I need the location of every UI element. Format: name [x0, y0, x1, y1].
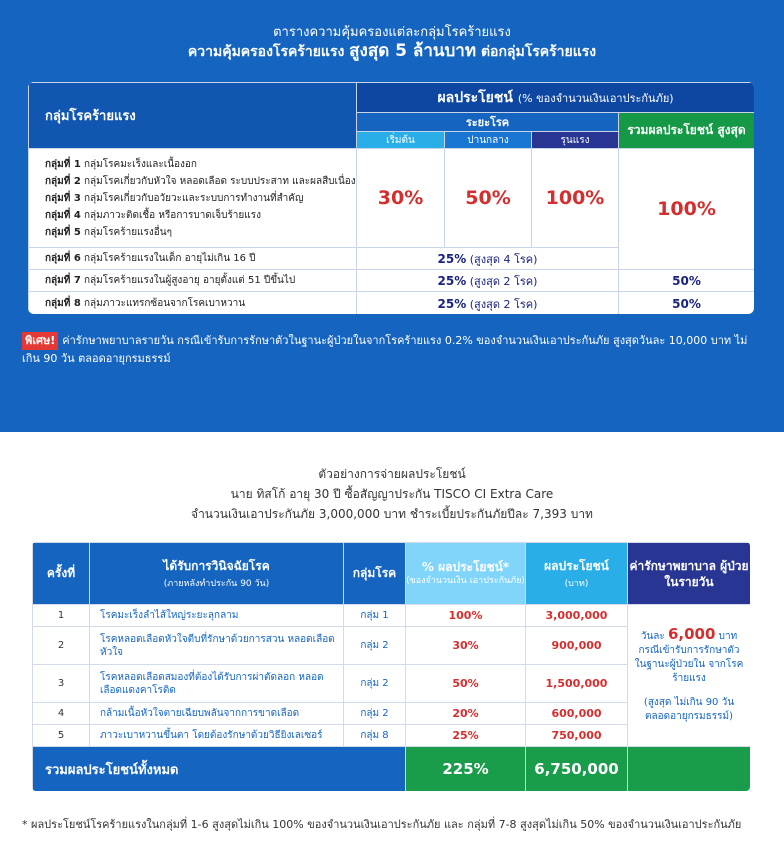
row-group: กลุ่ม 2 [344, 665, 406, 703]
example-heading [0, 464, 784, 524]
groups-1-5-list [29, 149, 357, 248]
row-diagnosis: โรคหลอดเลือดหัวใจตีบที่รักษาด้วยการสวน หลอดเลือดหัวใจ [90, 627, 344, 665]
title-part-c: ต่อกลุ่มโรคร้ายแรง [480, 44, 597, 60]
row-diagnosis: โรคมะเร็งลำไส้ใหญ่ระยะลุกลาม [90, 605, 344, 627]
row-amount: 750,000 [526, 725, 628, 747]
row-diagnosis: กล้ามเนื้อหัวใจตายเฉียบพลันจากการขาดเลือด [90, 703, 344, 725]
group-item: กลุ่มที่ 1 กลุ่มโรคมะเร็งและเนื้องอก [45, 158, 197, 170]
coverage-table [28, 82, 754, 314]
col-pct: % ผลประโยชน์* (ของจำนวนเงิน เอาประกันภัย) [406, 543, 526, 605]
special-text: ค่ารักษาพยาบาลรายวัน กรณีเข้ารับการรักษาตัวในฐานะผู้ป่วยในจากโรคร้ายแรง 0.2% ของจำนวนเงินเอาประกันภัย สูงสุดวันละ 10,000 บาท ไม่เกิน 90 วัน ตลอดอายุกรมธรรม์ [22, 334, 748, 365]
col-no: ครั้งที่ [33, 543, 90, 605]
coverage-title [0, 24, 784, 61]
group-7-total: 50% [619, 270, 755, 292]
col-diagnosis: ได้รับการวินิจฉัยโรค (ภายหลังทำประกัน 90 วัน) [90, 543, 344, 605]
total-pct: 225% [406, 747, 526, 792]
group-8-benefit: 25% (สูงสุด 2 โรค) [357, 292, 619, 315]
row-pct: 20% [406, 703, 526, 725]
benefit-header [357, 83, 755, 113]
coverage-title-line1: ตารางความคุ้มครองแต่ละกลุ่มโรคร้ายแรง [273, 25, 511, 40]
row-no: 2 [33, 627, 90, 665]
total-row [33, 747, 751, 792]
group-header: กลุ่มโรคร้ายแรง [29, 83, 357, 149]
group-8-total: 50% [619, 292, 755, 315]
total-blank [628, 747, 751, 792]
total-amount: 6,750,000 [526, 747, 628, 792]
special-benefit-note [22, 332, 762, 368]
group-item: กลุ่มที่ 3 กลุ่มโรคเกี่ยวกับอวัยวะและระบบการทำงานที่สำคัญ [45, 192, 304, 204]
row-no: 5 [33, 725, 90, 747]
row-pct: 25% [406, 725, 526, 747]
stage-header: ระยะโรค [357, 113, 619, 132]
daily-benefit: วันละ 6,000 บาท กรณีเข้ารับการรักษาตัวในฐานะผู้ป่วยใน จากโรคร้ายแรง (สูงสุด ไม่เกิน 90 วัน ตลอดอายุกรมธรรม์) [628, 605, 751, 747]
coverage-title-line2 [0, 42, 784, 61]
group-item: กลุ่มที่ 4 กลุ่มภาวะติดเชื้อ หรือการบาดเจ็บร้ายแรง [45, 209, 261, 221]
col-daily: ค่ารักษาพยาบาล ผู้ป่วยในรายวัน [628, 543, 751, 605]
stage-severe: รุนแรง [532, 132, 619, 149]
row-pct: 30% [406, 627, 526, 665]
stage-moderate: ปานกลาง [445, 132, 532, 149]
group-6-benefit: 25% (สูงสุด 4 โรค) [357, 248, 619, 270]
group-8-row: กลุ่มที่ 8 กลุ่มภาวะแทรกซ้อนจากโรคเบาหวาน [29, 292, 357, 315]
example-line2: นาย ทิสโก้ อายุ 30 ปี ซื้อสัญญาประกัน TISCO CI Extra Care [230, 487, 554, 501]
example-table-wrap [32, 542, 750, 791]
special-badge: พิเศษ! [22, 332, 58, 350]
pct-total-max: 100% [619, 149, 755, 270]
row-amount: 600,000 [526, 703, 628, 725]
group-6-row: กลุ่มที่ 6 กลุ่มโรคร้ายแรงในเด็ก อายุไม่เกิน 16 ปี [29, 248, 357, 270]
benefit-header-label: ผลประโยชน์ [437, 89, 513, 106]
title-part-a: ความคุ้มครองโรคร้ายแรง [187, 44, 345, 60]
example-line3: จำนวนเงินเอาประกันภัย 3,000,000 บาท ชำระเบี้ยประกันภัยปีละ 7,393 บาท [191, 507, 593, 521]
row-amount: 1,500,000 [526, 665, 628, 703]
row-group: กลุ่ม 2 [344, 627, 406, 665]
row-pct: 100% [406, 605, 526, 627]
row-group: กลุ่ม 2 [344, 703, 406, 725]
total-label: รวมผลประโยชน์ทั้งหมด [33, 747, 406, 792]
row-diagnosis: ภาวะเบาหวานขึ้นตา โดยต้องรักษาด้วยวิธียิงเลเซอร์ [90, 725, 344, 747]
row-no: 3 [33, 665, 90, 703]
row-amount: 3,000,000 [526, 605, 628, 627]
total-max-header: รวมผลประโยชน์ สูงสุด [619, 113, 755, 149]
row-diagnosis: โรคหลอดเลือดสมองที่ต้องได้รับการผ่าตัดลอก หลอดเลือดแดงคาโรติด [90, 665, 344, 703]
coverage-card [28, 82, 754, 314]
example-title: ตัวอย่างการจ่ายผลประโยชน์ [318, 467, 466, 481]
stage-early: เริ่มต้น [357, 132, 445, 149]
group-7-row: กลุ่มที่ 7 กลุ่มโรคร้ายแรงในผู้สูงอายุ อายุตั้งแต่ 51 ปีขึ้นไป [29, 270, 357, 292]
table-row [33, 605, 751, 627]
row-group: กลุ่ม 8 [344, 725, 406, 747]
row-pct: 50% [406, 665, 526, 703]
col-group: กลุ่มโรค [344, 543, 406, 605]
col-amount: ผลประโยชน์ (บาท) [526, 543, 628, 605]
group-7-benefit: 25% (สูงสุด 2 โรค) [357, 270, 619, 292]
row-amount: 900,000 [526, 627, 628, 665]
benefit-header-sub: (% ของจำนวนเงินเอาประกันภัย) [517, 91, 674, 105]
group-item: กลุ่มที่ 2 กลุ่มโรคเกี่ยวกับหัวใจ หลอดเลือด ระบบประสาท และผลสืบเนื่อง [45, 175, 356, 187]
pct-stage-early: 30% [357, 149, 445, 248]
title-part-b: สูงสุด 5 ล้านบาท [349, 41, 477, 61]
group-item: กลุ่มที่ 5 กลุ่มโรคร้ายแรงอื่นๆ [45, 226, 172, 238]
pct-stage-severe: 100% [532, 149, 619, 248]
row-no: 4 [33, 703, 90, 725]
row-no: 1 [33, 605, 90, 627]
example-table [32, 542, 750, 791]
pct-stage-moderate: 50% [445, 149, 532, 248]
footnote: * ผลประโยชน์โรคร้ายแรงในกลุ่มที่ 1-6 สูงสุดไม่เกิน 100% ของจำนวนเงินเอาประกันภัย และ กลุ่มที่ 7-8 สูงสุดไม่เกิน 50% ของจำนวนเงินเอาประกันภัย [22, 818, 742, 831]
row-group: กลุ่ม 1 [344, 605, 406, 627]
